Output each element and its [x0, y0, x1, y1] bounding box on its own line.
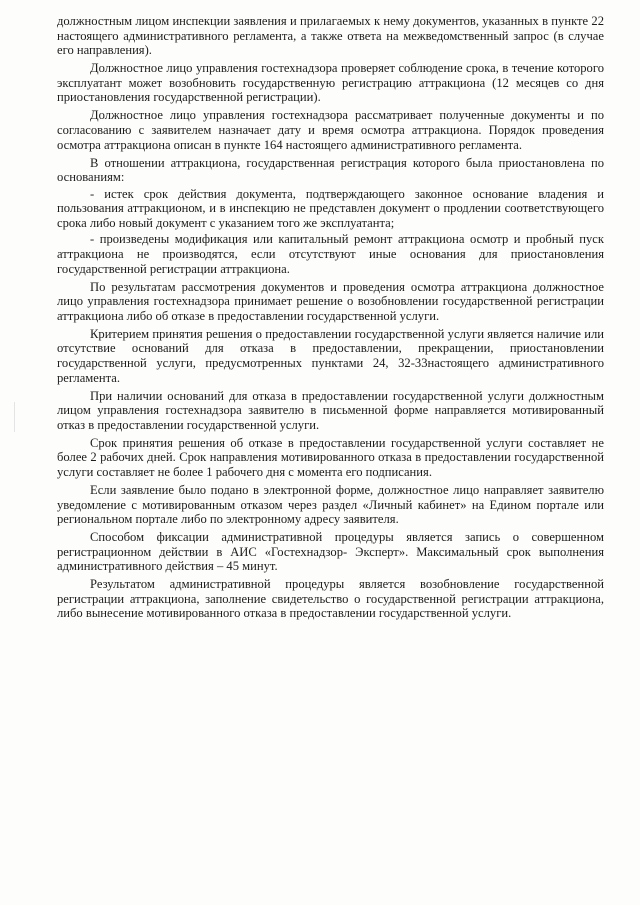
- paragraph-procedure-result: Результатом административной процедуры является возобновление государственной регистрации аттракциона, заполнение свидетельство о государственной регистрации аттракциона, либо вынесение мотивированного отказа в предоставлении государственной услуги.: [57, 577, 604, 621]
- paragraph-suspension-grounds: В отношении аттракциона, государственная регистрация которого была приостановлена по основаниям:: [57, 155, 604, 185]
- scan-artifact: [14, 402, 15, 432]
- list-item-modification-repair: - произведены модификация или капитальный ремонт аттракциона осмотр и пробный пуск аттракциона не производятся, если отсутствуют иные основания для приостановления государственной регистрации аттракциона.: [57, 232, 604, 276]
- paragraph-decision: По результатам рассмотрения документов и проведения осмотра аттракциона должностное лицо управления гостехнадзора принимает решение о возобновлении государственной регистрации аттракциона либо об отказе в предоставлении государственной услуги.: [57, 279, 604, 323]
- paragraph-decision-criteria: Критерием принятия решения о предоставлении государственной услуги является наличие или отсутствие оснований для отказа в предоставлении, прекращении, приостановлении государственной услуги, предусмотренных пунктами 24, 32-33настоящего административного регламента.: [57, 326, 604, 385]
- list-item-ownership-document: - истек срок действия документа, подтверждающего законное основание владения и пользования аттракционом, и в инспекцию не представлен документ о продлении соответствующего срока либо новый документ с указанием того же эксплуатанта;: [57, 186, 604, 230]
- document-body: [57, 14, 604, 621]
- paragraph-deadline-check: Должностное лицо управления гостехнадзора проверяет соблюдение срока, в течение которого эксплуатант может возобновить государственную регистрацию аттракциона (12 месяцев со дня приостановления государственной регистрации).: [57, 61, 604, 105]
- paragraph-refusal-notice: При наличии оснований для отказа в предоставлении государственной услуги должностным лицом управления гостехнадзора заявителю в письменной форме направляется мотивированный отказ в предоставлении государственной услуги.: [57, 388, 604, 432]
- paragraph-refusal-deadline: Срок принятия решения об отказе в предоставлении государственной услуги составляет не более 2 рабочих дней. Срок направления мотивированного отказа в предоставлении государственной услуги составляет не более 1 рабочего дня с момента его подписания.: [57, 435, 604, 479]
- paragraph-inspection-scheduling: Должностное лицо управления гостехнадзора рассматривает полученные документы и по согласованию с заявителем назначает дату и время осмотра аттракциона. Порядок проведения осмотра аттракциона описан в пункте 164 настоящего административного регламента.: [57, 108, 604, 152]
- paragraph-recording-method: Способом фиксации административной процедуры является запись о совершенном регистрационном действии в АИС «Гостехнадзор- Эксперт». Максимальный срок выполнения административного действия – 45 минут.: [57, 530, 604, 574]
- paragraph-continuation: должностным лицом инспекции заявления и прилагаемых к нему документов, указанных в пункте 22 настоящего административного регламента, а также ответа на межведомственный запрос (в случае его направления).: [57, 14, 604, 58]
- paragraph-electronic-notice: Если заявление было подано в электронной форме, должностное лицо направляет заявителю уведомление с мотивированным отказом через раздел «Личный кабинет» на Едином портале или региональном портале либо по электронному адресу заявителя.: [57, 482, 604, 527]
